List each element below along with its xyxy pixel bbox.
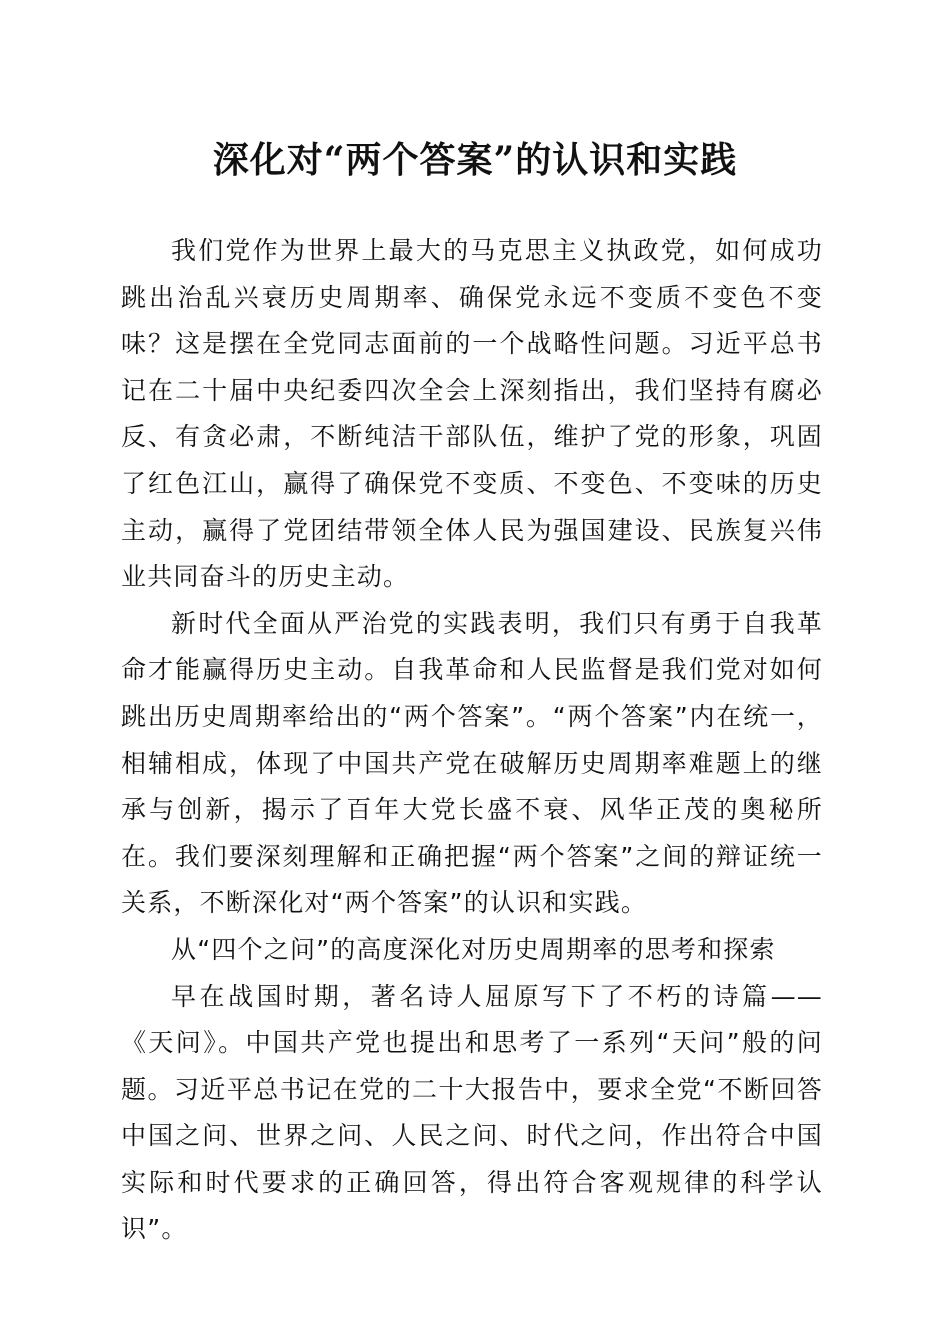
section-heading: 从“四个之问”的高度深化对历史周期率的思考和探索 — [171, 934, 776, 964]
document-title: 深化对“两个答案”的认识和实践 — [212, 139, 738, 181]
document-body — [121, 228, 823, 1253]
paragraph-intro: 我们党作为世界上最大的马克思主义执政党，如何成功跳出治乱兴衰历史周期率、确保党永远不变质不变色不变味？这是摆在全党同志面前的一个战略性问题。习近平总书记在二十届中央纪委四次全会上深刻指出，我们坚持有腐必反、有贪必肃，不断纯洁干部队伍，维护了党的形象，巩固了红色江山，赢得了确保党不变质、不变色、不变味的历史主动，赢得了党团结带领全体人民为强国建设、民族复兴伟业共同奋斗的历史主动。 — [121, 236, 823, 592]
paragraph-tianwen: 早在战国时期，著名诗人屈原写下了不朽的诗篇——《天问》。中国共产党也提出和思考了一系列“天问”般的问题。习近平总书记在党的二十大报告中，要求全党“不断回答中国之问、世界之问、人民之问、时代之问，作出符合中国实际和时代要求的正确回答，得出符合客观规律的科学认识”。 — [121, 981, 823, 1244]
paragraph-two-answers: 新时代全面从严治党的实践表明，我们只有勇于自我革命才能赢得历史主动。自我革命和人民监督是我们党对如何跳出历史周期率给出的“两个答案”。“两个答案”内在统一，相辅相成，体现了中国共产党在破解历史周期率难题上的继承与创新，揭示了百年大党长盛不衰、风华正茂的奥秘所在。我们要深刻理解和正确把握“两个答案”之间的辩证统一关系，不断深化对“两个答案”的认识和实践。 — [121, 608, 823, 918]
